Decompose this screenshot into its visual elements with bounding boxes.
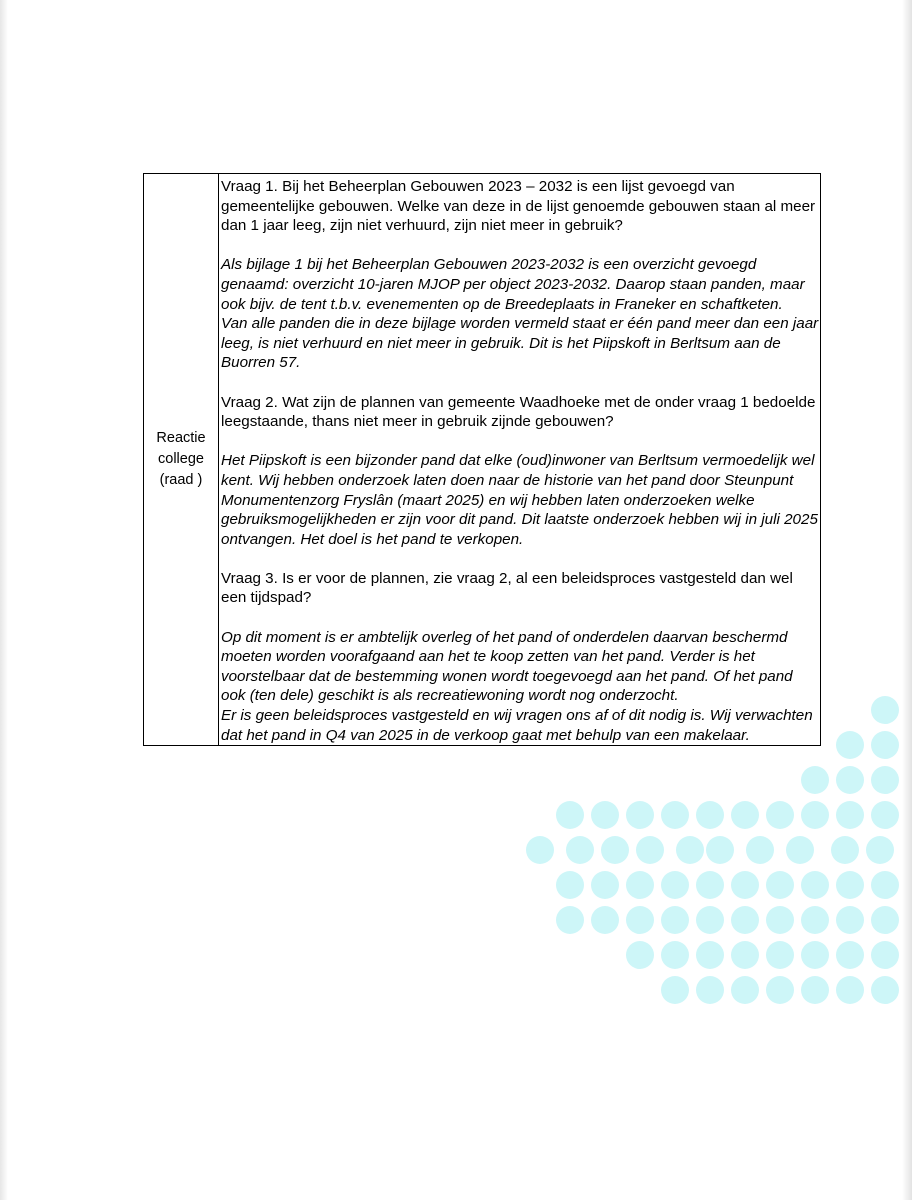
- decor-dot: [601, 836, 629, 864]
- table-row: [144, 174, 821, 746]
- answer-3: Op dit moment is er ambtelijk overleg of het pand of onderdelen daarvan beschermd moeten worden voorafgaand aan het te koop zetten van het pand. Verder is het voorstelbaar dat de bestemming wonen wordt toegevoegd aan het pand. Of het pand ook (ten dele) geschikt is als recreatiewoning wordt nog onderzocht. Er is geen beleidsproces vastgesteld en wij vragen ons af of dit nodig is. Wij verwachten dat het pand in Q4 van 2025 in de verkoop gaat met behulp van een makelaar.: [221, 628, 813, 744]
- decor-dot: [766, 906, 794, 934]
- decor-dot: [696, 976, 724, 1004]
- row-label-cell: [144, 174, 219, 746]
- decor-dot: [676, 836, 704, 864]
- decor-dot: [801, 906, 829, 934]
- decor-dot: [661, 976, 689, 1004]
- decor-dot: [696, 941, 724, 969]
- decor-dot: [556, 801, 584, 829]
- decor-dot: [566, 836, 594, 864]
- answer-1: Als bijlage 1 bij het Beheerplan Gebouwen 2023-2032 is een overzicht gevoegd genaamd: overzicht 10-jaren MJOP per object 2023-2032. Daarop staan panden, maar ook bijv. de tent t.b.v. evenementen op de Breedeplaats in Franeker en schaftketen. Van alle panden die in deze bijlage worden vermeld staat er één pand meer dan een jaar leeg, is niet verhuurd en niet meer in gebruik. Dit is het Piipskoft in Berltsum aan de Buorren 57.: [221, 256, 819, 372]
- decor-dot: [871, 906, 899, 934]
- decor-dot: [766, 941, 794, 969]
- decor-dot: [871, 766, 899, 794]
- row-label-line: (raad ): [159, 472, 203, 489]
- decor-dot: [766, 801, 794, 829]
- decor-dot: [766, 976, 794, 1004]
- decor-dot: [836, 731, 864, 759]
- decor-dot: [731, 906, 759, 934]
- decor-dot: [626, 801, 654, 829]
- decor-dot: [661, 801, 689, 829]
- decor-dot: [871, 941, 899, 969]
- decor-dot: [836, 766, 864, 794]
- decor-dot: [801, 766, 829, 794]
- decor-dot: [871, 801, 899, 829]
- decor-dot: [801, 976, 829, 1004]
- decor-dot: [661, 941, 689, 969]
- decor-dot: [591, 871, 619, 899]
- decor-dot: [766, 871, 794, 899]
- response-table: [143, 173, 821, 746]
- question-2: Vraag 2. Wat zijn de plannen van gemeente Waadhoeke met de onder vraag 1 bedoelde leegstaande, thans niet meer in gebruik zijnde gebouwen?: [221, 393, 816, 431]
- decor-dot: [831, 836, 859, 864]
- decor-dot: [836, 976, 864, 1004]
- decor-dot: [731, 871, 759, 899]
- decor-dot: [661, 906, 689, 934]
- decor-dot: [731, 976, 759, 1004]
- decor-dot: [836, 906, 864, 934]
- decor-dot: [696, 871, 724, 899]
- decor-dot: [556, 906, 584, 934]
- decor-dot: [556, 871, 584, 899]
- decor-dot: [696, 801, 724, 829]
- decor-dot: [591, 906, 619, 934]
- decor-dot: [801, 801, 829, 829]
- decor-dot: [731, 801, 759, 829]
- decor-dot: [591, 801, 619, 829]
- decor-dot: [871, 696, 899, 724]
- row-label-line: Reactie: [156, 430, 206, 447]
- decor-dot: [786, 836, 814, 864]
- question-1: Vraag 1. Bij het Beheerplan Gebouwen 2023 – 2032 is een lijst gevoegd van gemeentelijke gebouwen. Welke van deze in de lijst genoemde gebouwen staan al meer dan 1 jaar leeg, zijn niet verhuurd, zijn niet meer in gebruik?: [221, 178, 816, 235]
- decor-dot: [661, 871, 689, 899]
- decor-dot: [706, 836, 734, 864]
- decor-dot: [626, 871, 654, 899]
- decor-dot: [836, 941, 864, 969]
- decor-dot: [696, 906, 724, 934]
- decor-dot: [626, 906, 654, 934]
- decor-dot: [871, 731, 899, 759]
- decor-dot: [731, 941, 759, 969]
- decor-dot: [801, 871, 829, 899]
- decor-dot: [836, 801, 864, 829]
- answer-2: Het Piipskoft is een bijzonder pand dat elke (oud)inwoner van Berltsum vermoedelijk wel kent. Wij hebben onderzoek laten doen naar de historie van het pand door Steunpunt Monumentenzorg Fryslân (maart 2025) en wij hebben laten onderzoeken welke gebruiksmogelijkheden er zijn voor dit pand. Dit laatste onderzoek hebben wij in juli 2025 ontvangen. Het doel is het pand te verkopen.: [221, 452, 818, 548]
- decor-dot: [871, 976, 899, 1004]
- content-cell: [219, 174, 821, 746]
- decor-dot: [836, 871, 864, 899]
- decor-dot: [746, 836, 774, 864]
- row-label-line: college: [158, 451, 204, 468]
- decor-dot: [871, 871, 899, 899]
- decor-dot: [526, 836, 554, 864]
- decor-dot: [866, 836, 894, 864]
- decor-dot: [801, 941, 829, 969]
- decor-dot: [636, 836, 664, 864]
- decor-dot: [626, 941, 654, 969]
- question-3: Vraag 3. Is er voor de plannen, zie vraag 2, al een beleidsproces vastgesteld dan wel een tijdspad?: [221, 569, 793, 607]
